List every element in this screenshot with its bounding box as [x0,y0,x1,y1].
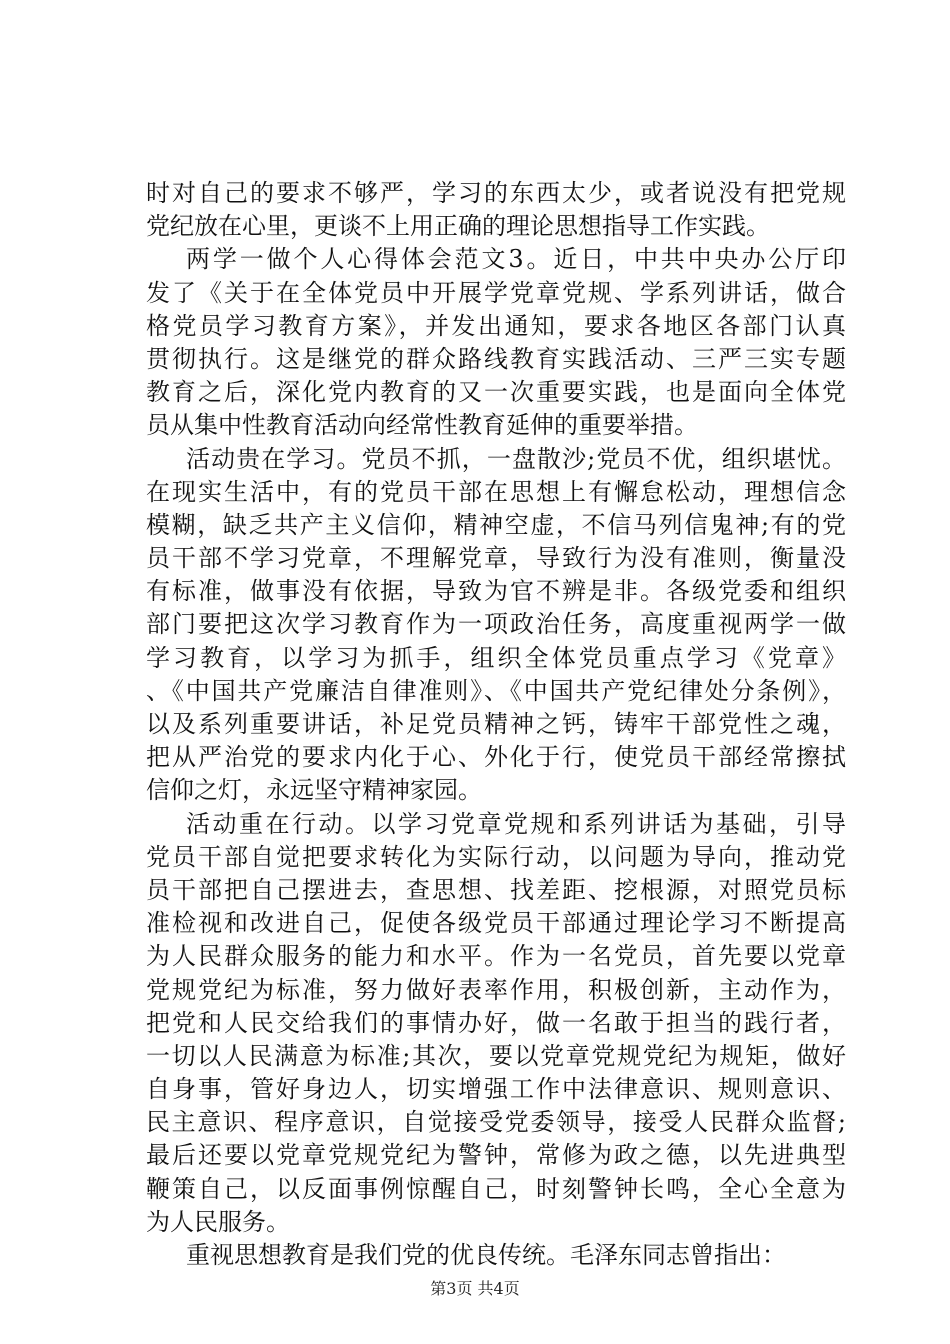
text-line: 党规党纪为标准，努力做好表率作用，积极创新，主动作为， [146,975,846,1004]
text-line: 部门要把这次学习教育作为一项政治任务，高度重视两学一做 [146,610,846,639]
text-line: 贯彻执行。这是继党的群众路线教育实践活动、三严三实专题 [146,344,846,373]
paragraph-4 [146,808,846,1239]
text-line: 员干部把自己摆进去，查思想、找差距、挖根源，对照党员标 [146,875,846,904]
page-footer [0,1276,950,1299]
text-line: 员从集中性教育活动向经常性教育延伸的重要举措。 [146,411,698,440]
text-line: 员干部不学习党章，不理解党章，导致行为没有准则，衡量没 [146,544,846,573]
paragraph-1 [146,177,846,243]
page-number: 第3页 共4页 [430,1279,520,1298]
text-line: 为人民服务。 [146,1207,290,1236]
text-line: 格党员学习教育方案》，并发出通知，要求各地区各部门认真 [146,311,846,340]
paragraph-2 [146,243,846,442]
text-line: 以及系列重要讲话，补足党员精神之钙，铸牢干部党性之魂， [146,710,846,738]
text-line: 把从严治党的要求内化于心、外化于行，使党员干部经常擦拭 [146,743,846,772]
text-line: 民主意识、程序意识，自觉接受党委领导，接受人民群众监督; [146,1108,846,1137]
paragraph-3 [146,443,846,808]
text-line: 准检视和改进自己，促使各级党员干部通过理论学习不断提高 [146,909,846,938]
text-line: 在现实生活中，有的党员干部在思想上有懈怠松动，理想信念 [146,477,846,506]
text-line: 重视思想教育是我们党的优良传统。毛泽东同志曾指出： [186,1241,786,1269]
document-body [146,177,846,1272]
paragraph-5 [146,1239,846,1272]
text-line: 活动重在行动。以学习党章党规和系列讲话为基础，引导 [186,809,846,838]
text-line: 信仰之灯，永远坚守精神家园。 [146,776,482,805]
text-line: 教育之后，深化党内教育的又一次重要实践，也是面向全体党 [146,378,846,407]
text-line: 为人民群众服务的能力和水平。作为一名党员，首先要以党章 [146,942,846,971]
text-line: 两学一做个人心得体会范文3。近日，中共中央办公厅印 [186,245,846,274]
text-line: 活动贵在学习。党员不抓，一盘散沙;党员不优，组织堪忧。 [186,444,846,473]
text-line: 学习教育，以学习为抓手，组织全体党员重点学习《党章》 [146,643,846,672]
text-line: 模糊，缺乏共产主义信仰，精神空虚，不信马列信鬼神;有的党 [146,510,846,539]
text-line: 一切以人民满意为标准;其次，要以党章党规党纪为规矩，做好 [146,1041,846,1070]
text-line: 党纪放在心里，更谈不上用正确的理论思想指导工作实践。 [146,212,770,241]
text-line: 时对自己的要求不够严，学习的东西太少，或者说没有把党规 [146,179,846,207]
text-line: 党员干部自觉把要求转化为实际行动，以问题为导向，推动党 [146,842,846,871]
text-line: 鞭策自己，以反面事例惊醒自己，时刻警钟长鸣，全心全意为 [146,1174,846,1203]
text-line: 、《中国共产党廉洁自律准则》、《中国共产党纪律处分条例》， [146,676,846,705]
text-line: 自身事，管好身边人，切实增强工作中法律意识、规则意识、 [146,1075,846,1104]
text-line: 把党和人民交给我们的事情办好，做一名敢于担当的践行者， [146,1008,846,1037]
text-line: 最后还要以党章党规党纪为警钟，常修为政之德，以先进典型 [146,1141,846,1170]
text-line: 有标准，做事没有依据，导致为官不辨是非。各级党委和组织 [146,577,846,606]
text-line: 发了《关于在全体党员中开展学党章党规、学系列讲话，做合 [146,278,846,307]
